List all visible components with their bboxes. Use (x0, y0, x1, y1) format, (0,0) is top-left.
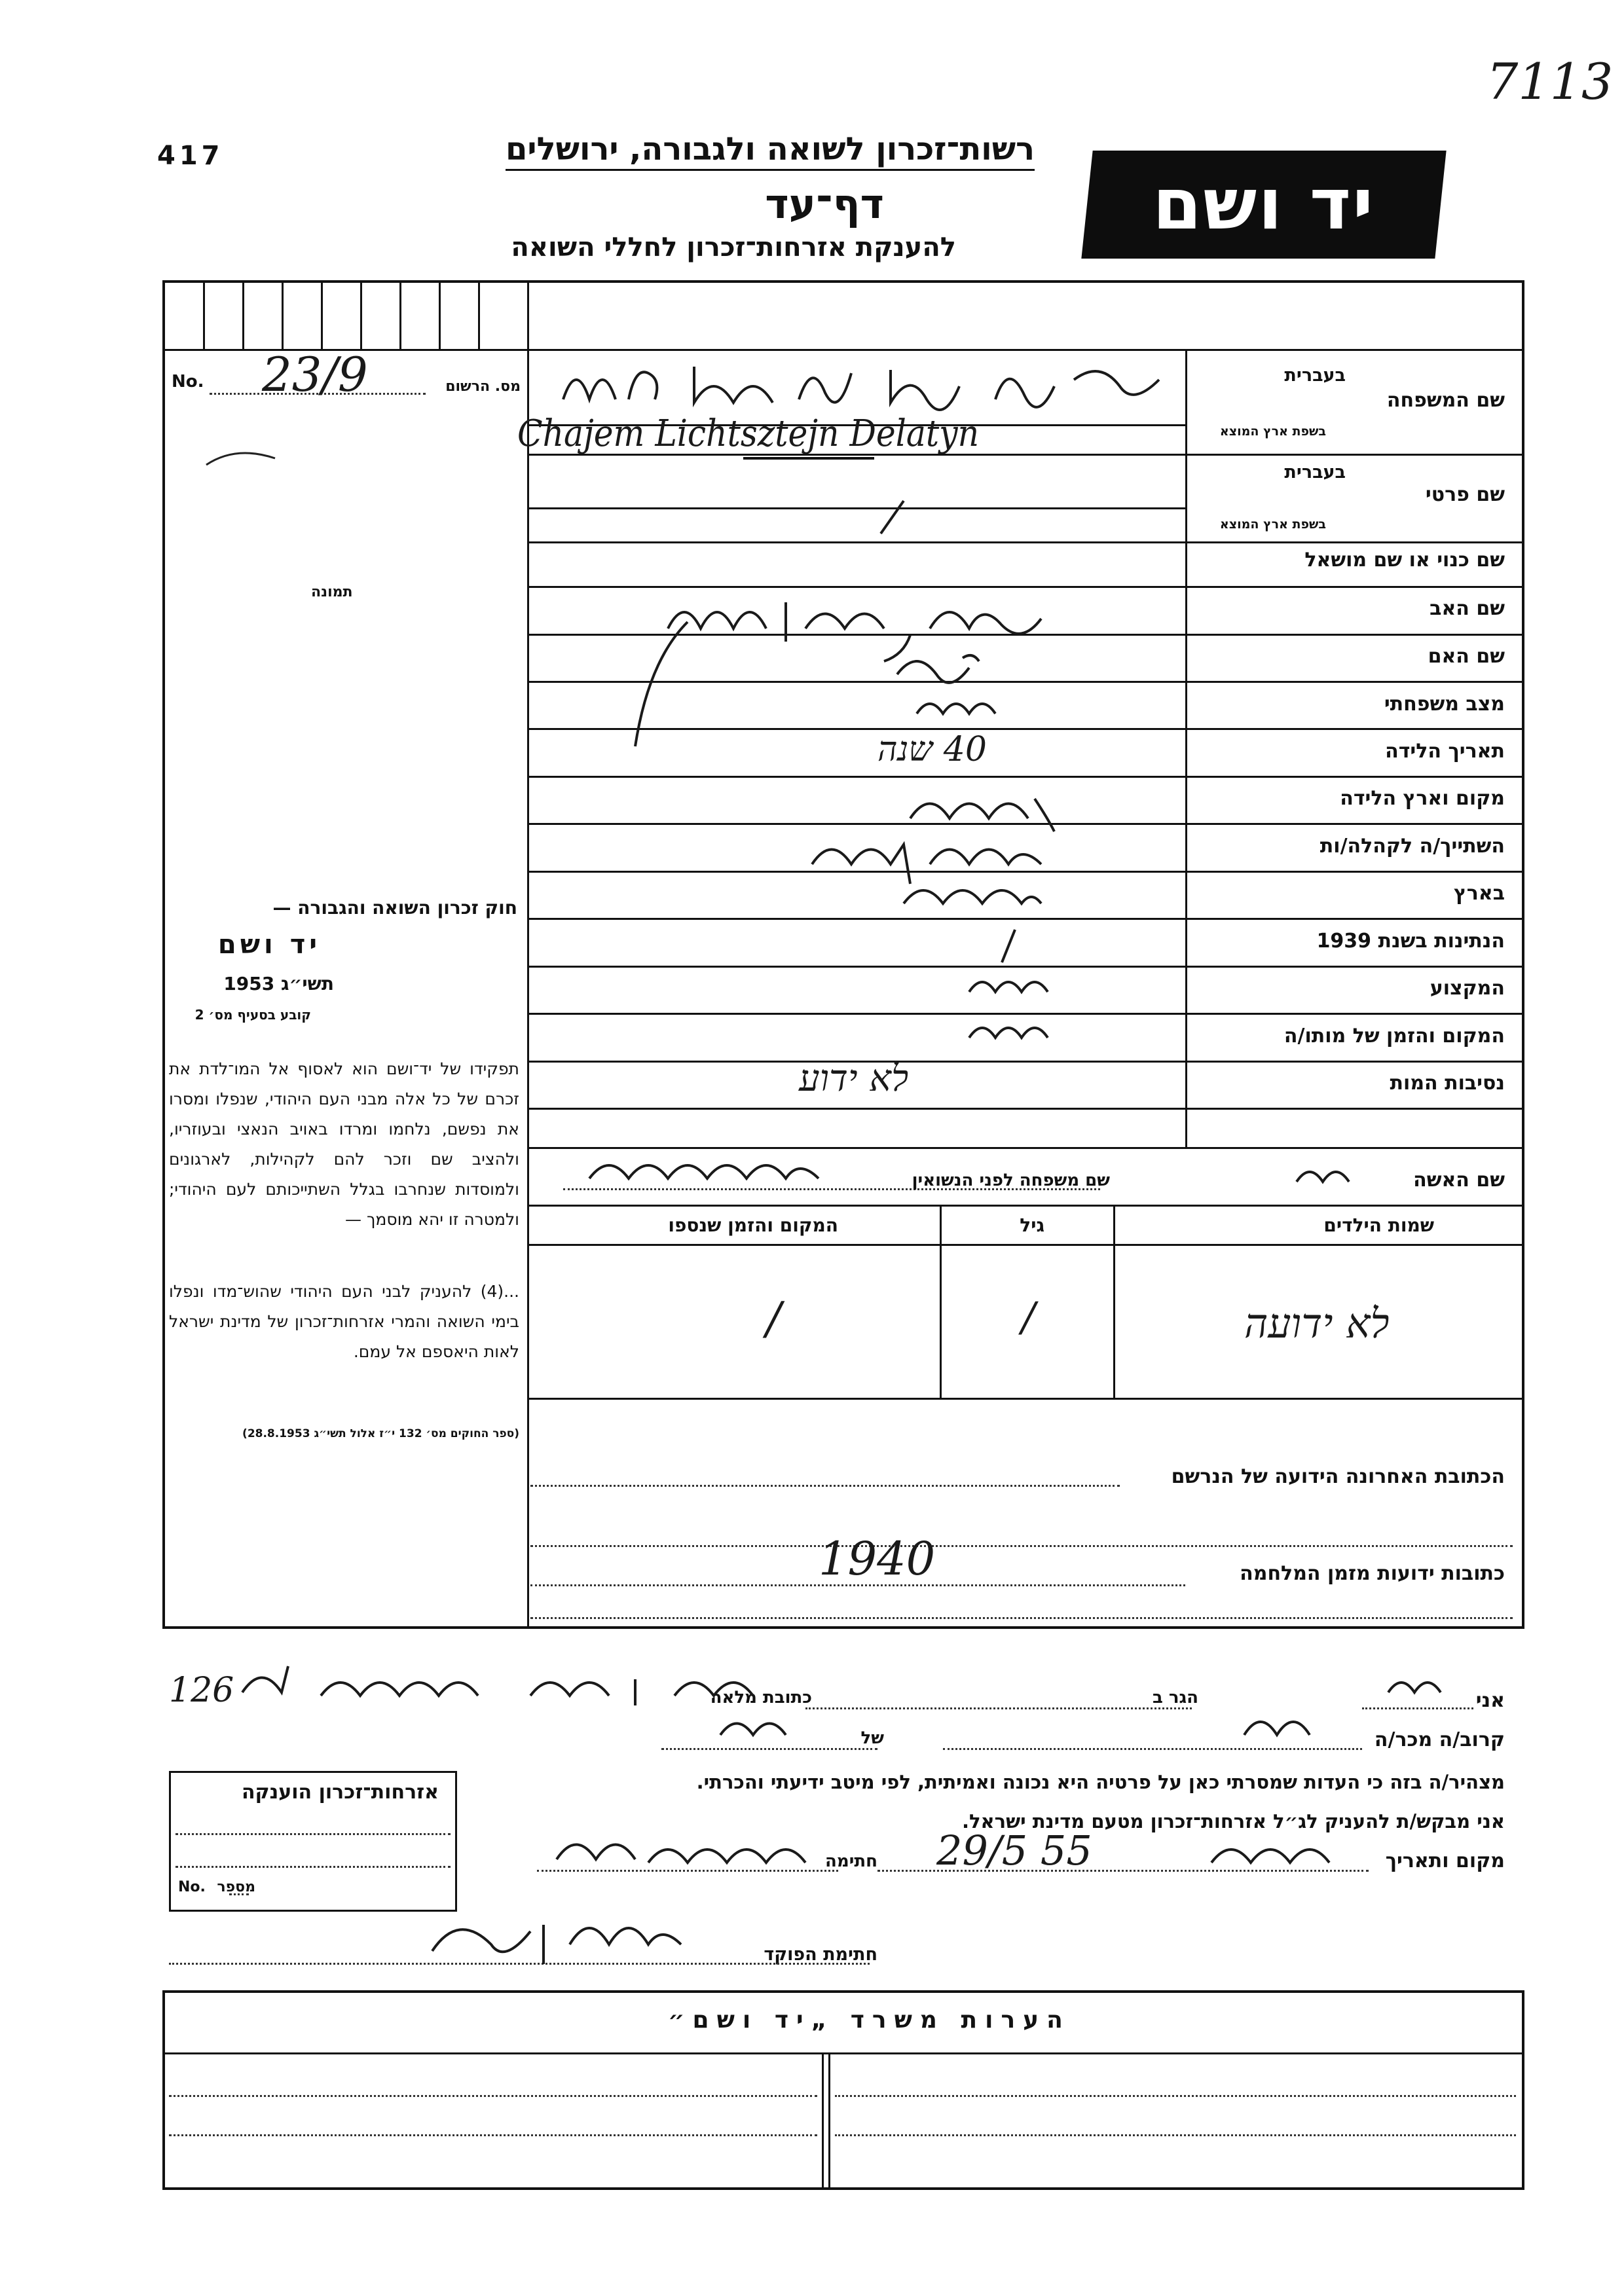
children-row-age: / (1022, 1293, 1035, 1341)
law-name: יד ושם (217, 930, 321, 960)
last-address-label: הכתובת האחרונה הידועה של הנרשם (1171, 1465, 1505, 1488)
birthdate-value: 40 שנה (877, 730, 987, 769)
children-header-age: גיל (1020, 1214, 1044, 1236)
law-para-2: ...(4) להעניק לבני העם היהודי שהוש־מדו ונפלו בימי השואה והמרי אזרחות־זכרון של מדינת ישראל לאות היאספם אל עמם. (169, 1282, 519, 1361)
form-frame (162, 280, 1524, 1629)
logo-text: יד ושם (1153, 164, 1375, 246)
citizenship-box-title: אזרחות־זכרון הוענקה (241, 1781, 439, 1804)
profession-handwriting (956, 966, 1074, 1011)
maiden-name-label: שם משפחה לפני הנשואין (912, 1171, 1110, 1190)
full-address-label: כתובת מלאה (710, 1688, 812, 1707)
family-origin-label: בשפת ארץ המוצא (1219, 424, 1326, 439)
photo-label: תמונה (311, 584, 353, 600)
country-label: בארץ (1453, 882, 1505, 905)
registration-number: 23/9 (262, 347, 368, 402)
place-date-label: מקום ותאריך (1385, 1850, 1505, 1872)
registration-label: מס. הרשום (445, 378, 521, 395)
first-origin-label: בשפת ארץ המוצא (1219, 517, 1326, 532)
law-para-1: תפקידו של יד־ושם הוא לאסוף אל המו־לדת את זכרם של כל אלה מבני העם היהודי, שנפלו ומסרו את נפשם, נלחמו ומרדו באויב הנאצי ובעוזריו, ולהציב שם וזכר להם לקהילות, לארגונים ולמוסדות שנחרבו בגלל השתייכותם לעם היהודי; ולמטרה זו יהא מוסמך — (169, 1059, 519, 1229)
officer-signature (419, 1905, 694, 1977)
birthplace-label: מקום וארץ הלידה (1340, 787, 1505, 810)
community-label: השתייך/ה לקהלה/ות (1320, 835, 1505, 858)
children-header-place: המקום והזמן שנספו (668, 1214, 838, 1236)
profession-label: המקצוע (1430, 977, 1505, 1000)
birthdate-label: תאריך הלידה (1385, 740, 1505, 763)
law-heading: חוק זכרון השואה והגבורה — (272, 897, 517, 919)
archive-number: 417 (157, 141, 224, 171)
wartime-address-value: 1940 (819, 1532, 936, 1586)
law-year: תשי״ג 1953 (223, 973, 334, 994)
request-text: אני מבקש/ת להעניק לג״ל אזרחות־זכרון מטעם מדינת ישראל. (961, 1810, 1505, 1832)
signature-label: חתימה (825, 1851, 877, 1871)
place-handwriting (1198, 1833, 1369, 1886)
corner-number: 7113 (1486, 52, 1614, 111)
citizenship-label: הנתינות בשנת 1939 (1316, 930, 1505, 953)
marital-label: מצב משפחתי (1384, 693, 1505, 716)
wife-maiden-handwriting (576, 1149, 864, 1201)
country-handwriting (891, 874, 1061, 926)
family-name-latin: Chajem Lichtsztejn Delatyn (517, 412, 980, 455)
citizenship-box-no-he: מספר (217, 1879, 255, 1895)
form-subtitle: להענקת אזרחות־זכרון לחללי השואה (511, 232, 956, 263)
remarks-title: הערות משרד „יד ושם״ (668, 2007, 1071, 2033)
death-circ-value: לא ידוע (799, 1057, 909, 1100)
authority-line: רשות־זכרון לשואה ולגבורה, ירושלים (506, 131, 1035, 171)
death-place-handwriting (956, 1011, 1074, 1057)
first-hebrew-label: בעברית (1284, 462, 1346, 483)
first-name-dash (871, 498, 910, 537)
father-label: שם האב (1430, 597, 1505, 620)
family-name-label: שם המשפחה (1386, 389, 1505, 412)
wartime-address-label: כתובות ידועות מזמן המלחמה (1240, 1562, 1505, 1585)
relative-handwriting (1231, 1705, 1323, 1758)
children-row-names: לא ידועה (1244, 1300, 1390, 1347)
form-title: דף־עד (765, 180, 884, 228)
officer-signature-label: חתימת הפוקד (764, 1944, 877, 1965)
family-name-hebrew-handwriting (550, 354, 1179, 419)
registration-no-label: No. (172, 372, 204, 392)
family-hebrew-label: בעברית (1284, 365, 1346, 386)
date-value: 29/5 55 (936, 1827, 1092, 1874)
resident-label: הגר ב (1152, 1688, 1198, 1707)
law-source: (ספר החוקים מס׳ 132 י״ז אלול תשי״ג 28.8.1953) (242, 1427, 519, 1440)
first-name-label: שם פרטי (1425, 483, 1505, 506)
wife-label: שם האשה (1413, 1169, 1505, 1192)
mother-label: שם האם (1428, 645, 1505, 668)
father-name-curve (616, 615, 694, 753)
address-number: 126 (169, 1671, 234, 1710)
children-row-place: / (766, 1293, 781, 1345)
marital-status-handwriting (904, 687, 1022, 733)
relative-label: קרוב/ה מכר/ה (1374, 1728, 1505, 1751)
nickname-label: שם כנוי או שם מושאל (1304, 549, 1505, 572)
ink-mark-photo (203, 445, 282, 471)
wife-name-handwriting (1283, 1156, 1375, 1201)
citizenship-mark (989, 923, 1028, 969)
of-label: של (860, 1728, 884, 1748)
father-name-handwriting (655, 589, 1074, 668)
declarant-name-handwriting (1375, 1666, 1447, 1712)
death-place-label: המקום והזמן של מותו/ה (1283, 1025, 1505, 1048)
children-header-names: שמות הילדים (1323, 1214, 1434, 1236)
citizenship-box-no-en: No. (178, 1879, 206, 1895)
death-circ-label: נסיבות המות (1390, 1072, 1505, 1095)
law-clause: קובע בסעיף מס׳ 2 (194, 1007, 311, 1023)
declaration-text: מצהיר/ה בזה כי העדות שמסרתי כאן על פרטיה היא נכונה ואמיתית, לפי מיטב ידיעתי והכרתי. (696, 1771, 1505, 1793)
declarant-signature (544, 1827, 845, 1886)
declarant-i-label: אני (1475, 1689, 1505, 1712)
yad-vashem-logo (1081, 151, 1446, 259)
